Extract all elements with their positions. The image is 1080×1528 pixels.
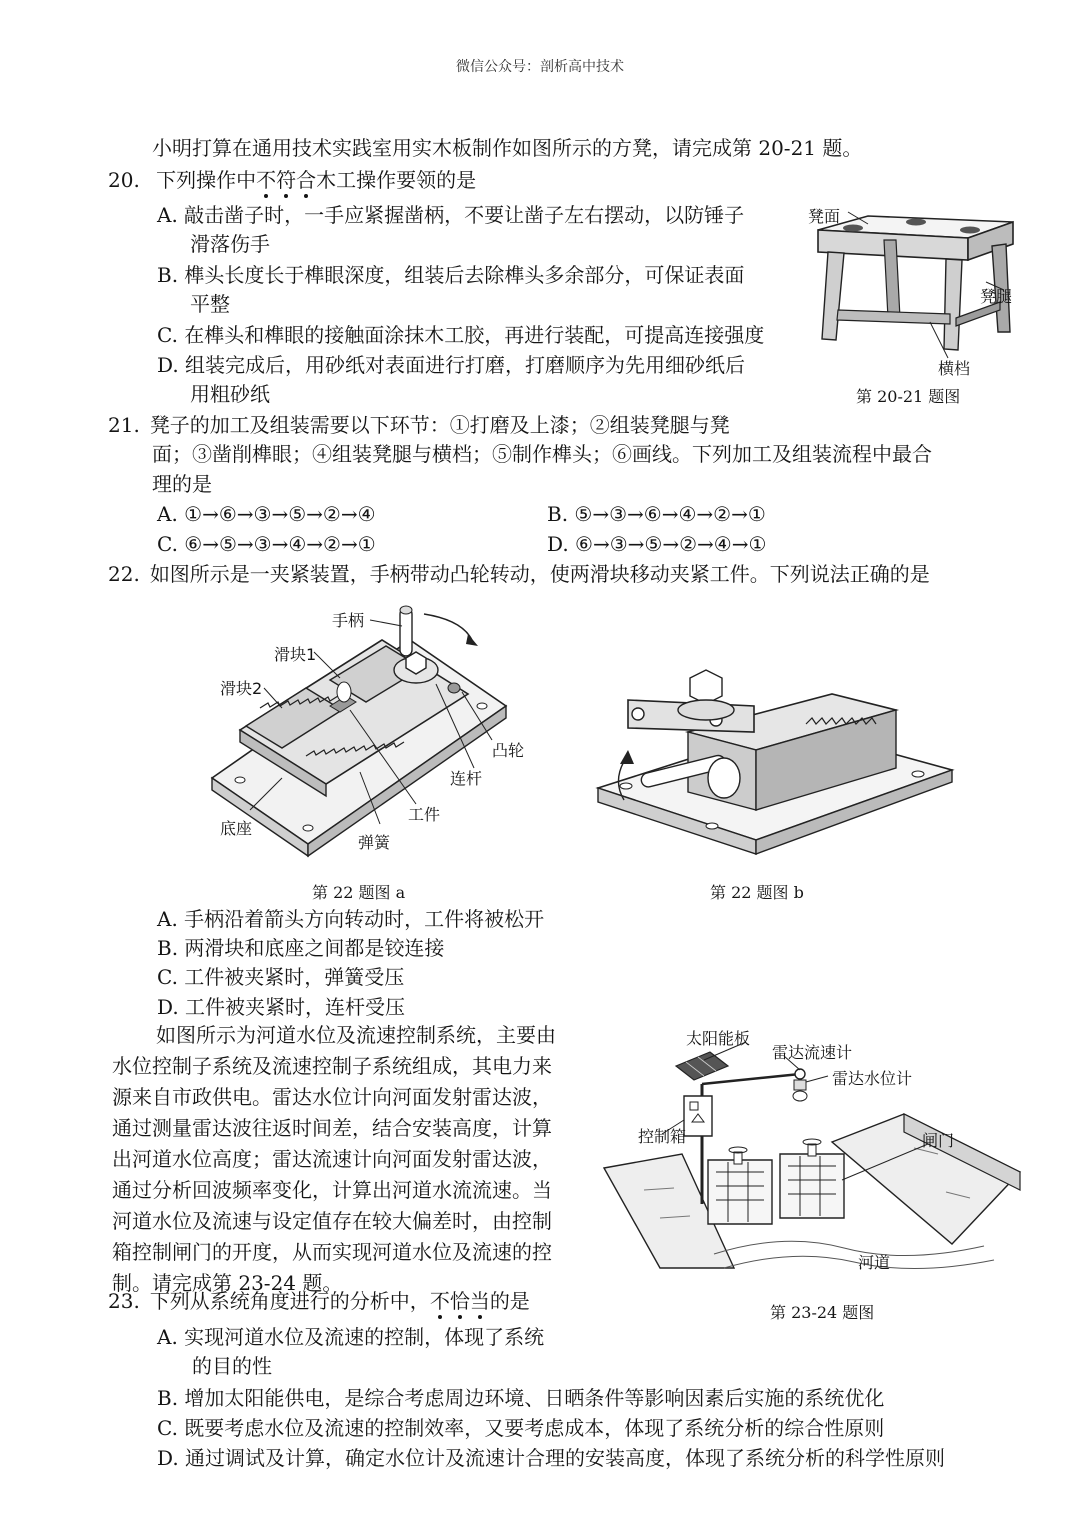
q23-emphasis-2: 恰	[449, 1289, 470, 1313]
q20-option-b-line2: 平整	[190, 292, 230, 316]
passage-line-8: 箱控制闸门的开度，从而实现河道水位及流速的控	[112, 1240, 552, 1264]
label-base: 底座	[220, 819, 253, 838]
label-handle: 手柄	[332, 611, 365, 630]
q23-stem-part1: 下列从系统角度进行的分析中，	[149, 1289, 430, 1313]
label-cam: 凸轮	[492, 741, 525, 760]
stool-label-leg: 凳腿	[980, 287, 1013, 306]
stool-label-stretcher: 横档	[938, 359, 971, 378]
river-caption: 第 23-24 题图	[770, 1303, 875, 1322]
q23-option-c[interactable]: C. 既要考虑水位及流速的控制效率，又要考虑成本，体现了系统分析的综合性原则	[157, 1416, 885, 1440]
q20-stem-part1: 下列操作中	[156, 168, 257, 192]
q21-stem-line3: 理的是	[152, 472, 212, 496]
passage-line-6: 通过分析回波频率变化，计算出河道水流流速。当	[112, 1178, 552, 1202]
q20-option-a-line2: 滑落伤手	[190, 232, 270, 256]
stool-figure	[808, 200, 1028, 400]
q21-option-b[interactable]: B. ⑤→③→⑥→④→②→①	[547, 502, 766, 526]
label-radar-speed-meter: 雷达流速计	[772, 1043, 853, 1062]
q22-stem-text: 如图所示是一夹紧装置，手柄带动凸轮转动，使两滑块移动夹紧工件。下列说法正确的是	[149, 562, 930, 586]
q20-stem	[108, 166, 476, 194]
q21-number: 21.	[108, 413, 140, 437]
label-river: 河道	[858, 1253, 891, 1272]
label-slider-1: 滑块1	[274, 645, 317, 664]
passage-line-3: 源来自市政供电。雷达水位计向河面发射雷达波，	[112, 1085, 552, 1109]
passage-line-1: 如图所示为河道水位及流速控制系统，主要由	[156, 1023, 556, 1047]
q20-option-b-line1[interactable]: B. 榫头长度长于榫眼深度，组装后去除榫头多余部分，可保证表面	[157, 263, 745, 287]
passage-line-7: 河道水位及流速与设定值存在较大偏差时，由控制	[112, 1209, 552, 1233]
q21-option-c[interactable]: C. ⑥→⑤→③→④→②→①	[157, 532, 376, 556]
q20-option-a-line1[interactable]: A. 敲击凿子时，一手应紧握凿柄，不要让凿子左右摆动，以防锤子	[157, 203, 745, 227]
caption-22a: 第 22 题图 a	[312, 883, 406, 902]
q20-emphasis-2: 符	[276, 168, 297, 192]
q22-number: 22.	[108, 562, 140, 586]
q23-option-a-line2: 的目的性	[192, 1354, 272, 1378]
q20-emphasis-1: 不	[256, 168, 277, 192]
clamp-figure-b	[596, 640, 956, 860]
q22-option-b[interactable]: B. 两滑块和底座之间都是铰连接	[157, 936, 445, 960]
q22-stem	[108, 560, 930, 588]
q20-stem-part2: 木工操作要领的是	[316, 168, 477, 192]
q21-stem-line2: 面；③凿削榫眼；④组装凳腿与横档；⑤制作榫头；⑥画线。下列加工及组装流程中最合	[152, 442, 932, 466]
passage-line-9: 制。请完成第 23-24 题。	[112, 1271, 343, 1295]
stool-caption: 第 20-21 题图	[856, 387, 961, 406]
q22-option-d[interactable]: D. 工件被夹紧时，连杆受压	[157, 995, 406, 1019]
q20-option-d-line1[interactable]: D. 组装完成后，用砂纸对表面进行打磨，打磨顺序为先用细砂纸后	[157, 353, 746, 377]
q23-option-d[interactable]: D. 通过调试及计算，确定水位计及流速计合理的安装高度，体现了系统分析的科学性原则	[157, 1446, 946, 1470]
q23-stem-part2: 的是	[489, 1289, 530, 1313]
q21-option-d[interactable]: D. ⑥→③→⑤→②→④→①	[547, 532, 767, 556]
q23-emphasis-3: 当	[469, 1289, 490, 1313]
label-control-box: 控制箱	[638, 1127, 687, 1146]
q21-option-a[interactable]: A. ①→⑥→③→⑤→②→④	[157, 502, 376, 526]
q20-option-c[interactable]: C. 在榫头和榫眼的接触面涂抹木工胶，再进行装配，可提高连接强度	[157, 323, 765, 347]
passage-line-4: 通过测量雷达波往返时间差，结合安装高度，计算	[112, 1116, 552, 1140]
label-workpiece: 工件	[408, 805, 441, 824]
label-solar-panel: 太阳能板	[686, 1029, 751, 1048]
caption-22b: 第 22 题图 b	[710, 883, 804, 902]
clamp-illustration-b	[596, 640, 956, 860]
label-slider-2: 滑块2	[220, 679, 263, 698]
label-gate: 闸门	[922, 1131, 955, 1150]
q21-stem-line1	[108, 411, 730, 439]
intro-20-21: 小明打算在通用技术实践室用实木板制作如图所示的方凳，请完成第 20-21 题。	[152, 136, 863, 160]
q20-emphasis-3: 合	[296, 168, 317, 192]
q23-option-b[interactable]: B. 增加太阳能供电，是综合考虑周边环境、日晒条件等影响因素后实施的系统优化	[157, 1386, 885, 1410]
passage-line-2: 水位控制子系统及流速控制子系统组成，其电力来	[112, 1054, 552, 1078]
q22-option-a[interactable]: A. 手柄沿着箭头方向转动时，工件将被松开	[157, 907, 545, 931]
label-radar-level-meter: 雷达水位计	[832, 1069, 913, 1088]
q23-emphasis-1: 不	[429, 1289, 450, 1313]
label-spring: 弹簧	[358, 833, 391, 852]
passage-23-24	[112, 1020, 556, 1299]
label-link: 连杆	[450, 769, 483, 788]
q20-number: 20.	[108, 168, 140, 192]
passage-line-5: 出河道水位高度；雷达流速计向河面发射雷达波，	[112, 1147, 552, 1171]
q21-stem-text1: 凳子的加工及组装需要以下环节：①打磨及上漆；②组装凳腿与凳	[149, 413, 730, 437]
q20-option-d-line2: 用粗砂纸	[190, 382, 270, 406]
clamp-figure-a	[210, 600, 540, 860]
river-system-figure	[604, 1022, 1024, 1290]
page-header: 微信公众号：剖析高中技术	[456, 59, 624, 75]
q23-option-a-line1[interactable]: A. 实现河道水位及流速的控制，体现了系统	[157, 1325, 545, 1349]
q22-option-c[interactable]: C. 工件被夹紧时，弹簧受压	[157, 965, 405, 989]
stool-label-seat: 凳面	[808, 207, 841, 226]
q23-number: 23.	[108, 1289, 140, 1313]
q23-stem	[108, 1287, 530, 1315]
clamp-illustration-a	[210, 600, 540, 860]
